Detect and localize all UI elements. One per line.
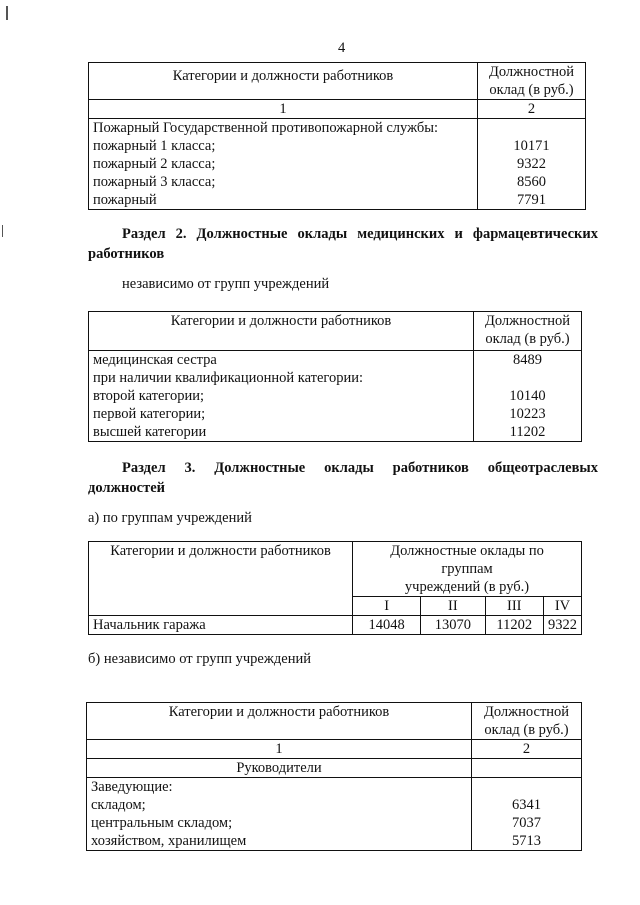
group-label: IV xyxy=(544,597,582,616)
row-value: 7037 xyxy=(472,814,582,832)
table-header xyxy=(353,542,582,597)
table-header xyxy=(89,542,353,616)
row-label: пожарный 3 класса; xyxy=(89,173,478,191)
header-label: Категории и должности работников xyxy=(170,313,392,329)
row-label: Заведующие: xyxy=(87,778,472,797)
row-label: высшей категории xyxy=(89,423,474,442)
header-label: учреждений (в руб.) xyxy=(404,579,530,595)
row-label: центральным складом; xyxy=(87,814,472,832)
column-number: 2 xyxy=(472,740,582,759)
row-value: 5713 xyxy=(472,832,582,851)
table-row xyxy=(89,369,582,387)
header-label: оклад (в руб.) xyxy=(484,722,569,738)
section-2-subtitle: независимо от групп учреждений xyxy=(122,276,330,292)
table-row xyxy=(89,191,586,210)
row-value: 8560 xyxy=(478,173,586,191)
table-garage xyxy=(88,541,582,635)
row-label: пожарный 1 класса; xyxy=(89,137,478,155)
table-header xyxy=(472,703,582,740)
row-value: 10140 xyxy=(474,387,582,405)
empty-cell xyxy=(472,759,582,778)
table-row xyxy=(89,387,582,405)
row-value xyxy=(472,778,582,797)
table-row xyxy=(87,778,582,797)
table-header xyxy=(89,312,474,351)
table-row xyxy=(89,137,586,155)
group-label: III xyxy=(485,597,544,616)
header-label: Должностной xyxy=(484,313,571,329)
column-number: 1 xyxy=(89,100,478,119)
header-label: Должностной xyxy=(488,64,575,80)
row-value: 13070 xyxy=(421,616,485,635)
table-subheader: Руководители xyxy=(87,759,472,778)
table-row xyxy=(89,119,586,138)
row-label: при наличии квалификационной категории: xyxy=(89,369,474,387)
heading-line: должностей xyxy=(88,480,165,496)
group-label: II xyxy=(421,597,485,616)
column-number: 1 xyxy=(87,740,472,759)
row-label: Пожарный Государственной противопожарной службы: xyxy=(89,119,478,138)
table-row xyxy=(87,814,582,832)
table-row xyxy=(89,423,582,442)
table-header xyxy=(87,703,472,740)
table-header xyxy=(478,63,586,100)
header-label: Должностные оклады по xyxy=(390,543,544,559)
table-row xyxy=(89,155,586,173)
header-label: оклад (в руб.) xyxy=(489,82,574,98)
row-value xyxy=(474,369,582,387)
table-row xyxy=(89,616,582,635)
header-label: Категории и должности работников xyxy=(168,704,390,720)
table-row xyxy=(87,832,582,851)
row-value: 9322 xyxy=(478,155,586,173)
table-header xyxy=(89,63,478,100)
table-row xyxy=(89,405,582,423)
scan-edge-mark xyxy=(2,225,3,237)
row-value: 6341 xyxy=(472,796,582,814)
row-label: второй категории; xyxy=(89,387,474,405)
section-3-subtitle-b: б) независимо от групп учреждений xyxy=(88,651,311,667)
row-label: хозяйством, хранилищем xyxy=(87,832,472,851)
header-label: Категории и должности работников xyxy=(172,68,394,84)
header-label: оклад (в руб.) xyxy=(485,331,570,347)
row-value: 14048 xyxy=(353,616,421,635)
header-label: Должностной xyxy=(483,704,570,720)
table-fire-service xyxy=(88,62,586,210)
row-value xyxy=(478,119,586,138)
row-value: 9322 xyxy=(544,616,582,635)
section-2-heading xyxy=(88,224,598,264)
header-label: группам xyxy=(441,561,493,577)
table-row xyxy=(89,173,586,191)
row-value: 7791 xyxy=(478,191,586,210)
page-number: 4 xyxy=(338,40,346,56)
row-label: складом; xyxy=(87,796,472,814)
section-3-subtitle-a: а) по группам учреждений xyxy=(88,510,252,526)
table-row xyxy=(89,351,582,370)
row-value: 8489 xyxy=(474,351,582,370)
row-label: медицинская сестра xyxy=(89,351,474,370)
row-value: 10171 xyxy=(478,137,586,155)
row-label: Начальник гаража xyxy=(89,616,353,635)
heading-line: Раздел 2. Должностные оклады медицинских и фармацевтических xyxy=(122,226,598,242)
table-medical xyxy=(88,311,582,442)
heading-line: работников xyxy=(88,246,165,262)
table-managers xyxy=(86,702,582,851)
table-header xyxy=(474,312,582,351)
row-label: пожарный xyxy=(89,191,478,210)
table-row xyxy=(87,796,582,814)
row-value: 11202 xyxy=(485,616,544,635)
group-label: I xyxy=(353,597,421,616)
row-value: 10223 xyxy=(474,405,582,423)
scan-edge-mark xyxy=(6,6,8,20)
section-3-heading xyxy=(88,458,598,498)
heading-line: Раздел 3. Должностные оклады работников общеотраслевых xyxy=(122,460,598,476)
row-label: пожарный 2 класса; xyxy=(89,155,478,173)
row-value: 11202 xyxy=(474,423,582,442)
row-label: первой категории; xyxy=(89,405,474,423)
header-label: Категории и должности работников xyxy=(110,543,331,559)
column-number: 2 xyxy=(478,100,586,119)
